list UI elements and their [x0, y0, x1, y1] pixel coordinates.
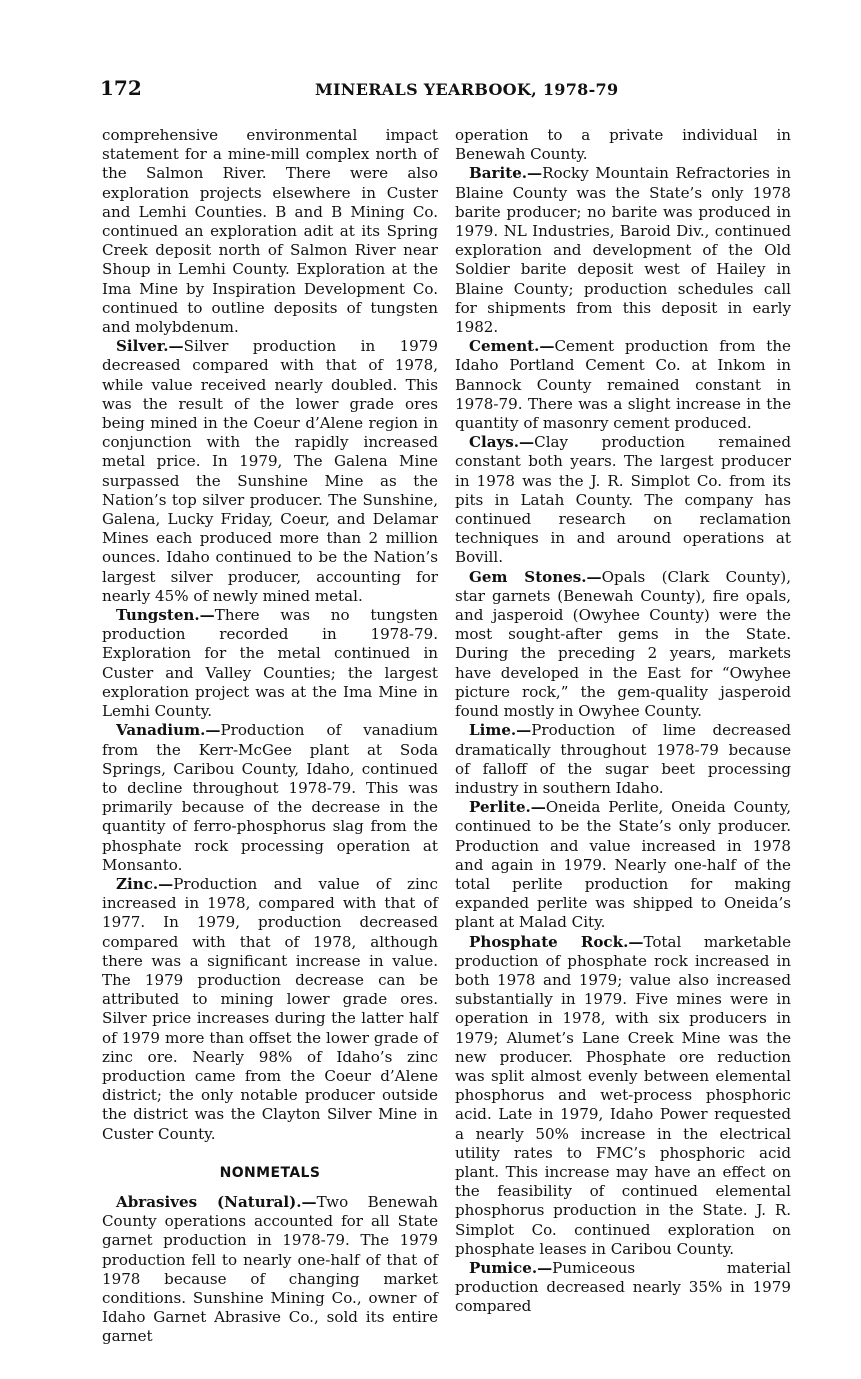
page-header — [100, 76, 800, 106]
section-text: Pumiceous material production decreased nearly 35% in 1979 compared — [455, 1258, 791, 1316]
section-lead: Gem Stones.— — [469, 567, 602, 586]
section-lead: Cement.— — [469, 337, 555, 356]
perlite-paragraph — [455, 798, 791, 932]
section-text: Clay production remained constant both years. The largest producer in 1978 was the J. R. Simplot Co. from its pits in Latah County. The company has continued research on reclamation techniques in and around operations at Bovill. — [455, 433, 791, 567]
section-text: Two Benewah County operations accounted for all State garnet production in 1978-79. The 1979 production fell to nearly one-half of that of 1978 because of changing market conditions. Sunshine Mining Co., owner of Idaho Garnet Abrasive Co., sold its entire garnet — [102, 1192, 438, 1346]
section-lead: Perlite.— — [469, 798, 546, 817]
section-text: Rocky Mountain Refractories in Blaine County was the State’s only 1978 barite producer; no barite was produced in 1979. NL Industries, Baroid Div., continued exploration and development of the Old Soldier barite deposit west of Hailey in Blaine County; production schedules call for shipments from this deposit in early 1982. — [455, 164, 791, 337]
section-lead: Lime.— — [469, 721, 532, 740]
section-lead: Silver.— — [116, 337, 184, 356]
section-text: Total marketable production of phosphate rock increased in both 1978 and 1979; value also increased substantially in 1979. Five mines were in operation in 1978, with six producers in 1979; Alumet’s Lane Creek Mine was the new producer. Phosphate ore reduction was split almost evenly between elemental phosphorus and wet-process phosphoric acid. Late in 1979, Idaho Power requested a nearly 50% increase in the electrical utility rates to FMC’s phosphoric acid plant. This increase may have an effect on the feasibility of continued elemental phosphorus production in the State. J. R. Simplot Co. continued exploration on phosphate leases in Caribou County. — [455, 932, 791, 1258]
clays-paragraph — [455, 433, 791, 567]
page-number: 172 — [100, 76, 142, 100]
section-text: Silver production in 1979 decreased compared with that of 1978, while value received nearly doubled. This was the result of the lower grade ores being mined in the Coeur d’Alene region in conjunction with the rapidly increased metal price. In 1979, The Galena Mine surpassed the Sunshine Mine as the Nation’s top silver producer. The Sunshine, Galena, Lucky Friday, Coeur, and Delamar Mines each produced more than 2 million ounces. Idaho continued to be the Nation’s largest silver producer, accounting for nearly 45% of newly mined metal. — [102, 337, 438, 605]
continued-paragraph: comprehensive environmental impact statement for a mine-mill complex north of the Salmon River. There were also exploration projects elsewhere in Custer and Lemhi Counties. B and B Mining Co. continued an exploration adit at its Spring Creek deposit north of Salmon River near Shoup in Lemhi County. Exploration at the Ima Mine by Inspiration Development Co. continued to outline deposits of tungsten and molybdenum. — [102, 126, 438, 337]
silver-paragraph — [102, 337, 438, 606]
barite-paragraph — [455, 164, 791, 337]
running-head: MINERALS YEARBOOK, 1978-79 — [315, 80, 619, 99]
pumice-paragraph — [455, 1259, 791, 1317]
section-text: There was no tungsten production recorded in 1978-79. Exploration for the metal continued in Custer and Valley Counties; the largest exploration project was at the Ima Mine in Lemhi County. — [102, 606, 438, 721]
lime-paragraph — [455, 721, 791, 798]
section-text: Production of vanadium from the Kerr-McGee plant at Soda Springs, Caribou County, Idaho, continued to decline throughout 1978-79. This was primarily because of the decrease in the quantity of ferro-phosphorus slag from the phosphate rock processing operation at Monsanto. — [102, 721, 438, 874]
section-text: Production and value of zinc increased in 1978, compared with that of 1977. In 1979, production decreased compared with that of 1978, although there was a significant increase in value. The 1979 production decrease can be attributed to mining lower grade ores. Silver price increases during the latter half of 1979 more than offset the lower grade of zinc ore. Nearly 98% of Idaho’s zinc production came from the Coeur d’Alene district; the only notable producer outside the district was the Clayton Silver Mine in Custer County. — [102, 874, 438, 1143]
right-column — [455, 126, 791, 1317]
section-lead: Phosphate Rock.— — [469, 932, 644, 951]
phosphate-rock-paragraph — [455, 933, 791, 1259]
vanadium-paragraph — [102, 721, 438, 875]
section-lead: Barite.— — [469, 164, 543, 183]
nonmetals-heading: NONMETALS — [219, 1164, 321, 1181]
abrasives-paragraph — [102, 1193, 438, 1347]
gem-stones-paragraph — [455, 568, 791, 722]
section-text: Cement production from the Idaho Portland Cement Co. at Inkom in Bannock County remained constant in 1978-79. There was a slight increase in the quantity of masonry cement produced. — [455, 337, 791, 433]
tungsten-paragraph — [102, 606, 438, 721]
section-lead: Clays.— — [469, 433, 535, 452]
section-text: Opals (Clark County), star garnets (Benewah County), fire opals, and jasperoid (Owyhee County) were the most sought-after gems in the State. During the preceding 2 years, markets have developed in the East for “Owyhee picture rock,” the gem-quality jasperoid found mostly in Owyhee County. — [455, 567, 791, 721]
continued-paragraph: operation to a private individual in Benewah County. — [455, 126, 791, 164]
section-lead: Vanadium.— — [116, 721, 221, 740]
left-column — [102, 126, 438, 1347]
section-lead: Zinc.— — [116, 874, 174, 893]
section-lead: Abrasives (Natural).— — [116, 1192, 317, 1211]
section-lead: Tungsten.— — [116, 606, 215, 625]
cement-paragraph — [455, 337, 791, 433]
section-lead: Pumice.— — [469, 1258, 553, 1277]
zinc-paragraph — [102, 875, 438, 1144]
section-text: Oneida Perlite, Oneida County, continued to be the State’s only producer. Production and value increased in 1978 and again in 1979. Nearly one-half of the total perlite production for making expanded perlite was shipped to Oneida’s plant at Malad City. — [455, 798, 791, 932]
section-text: Production of lime decreased dramatically throughout 1978-79 because of falloff of the sugar beet processing industry in southern Idaho. — [455, 721, 791, 797]
